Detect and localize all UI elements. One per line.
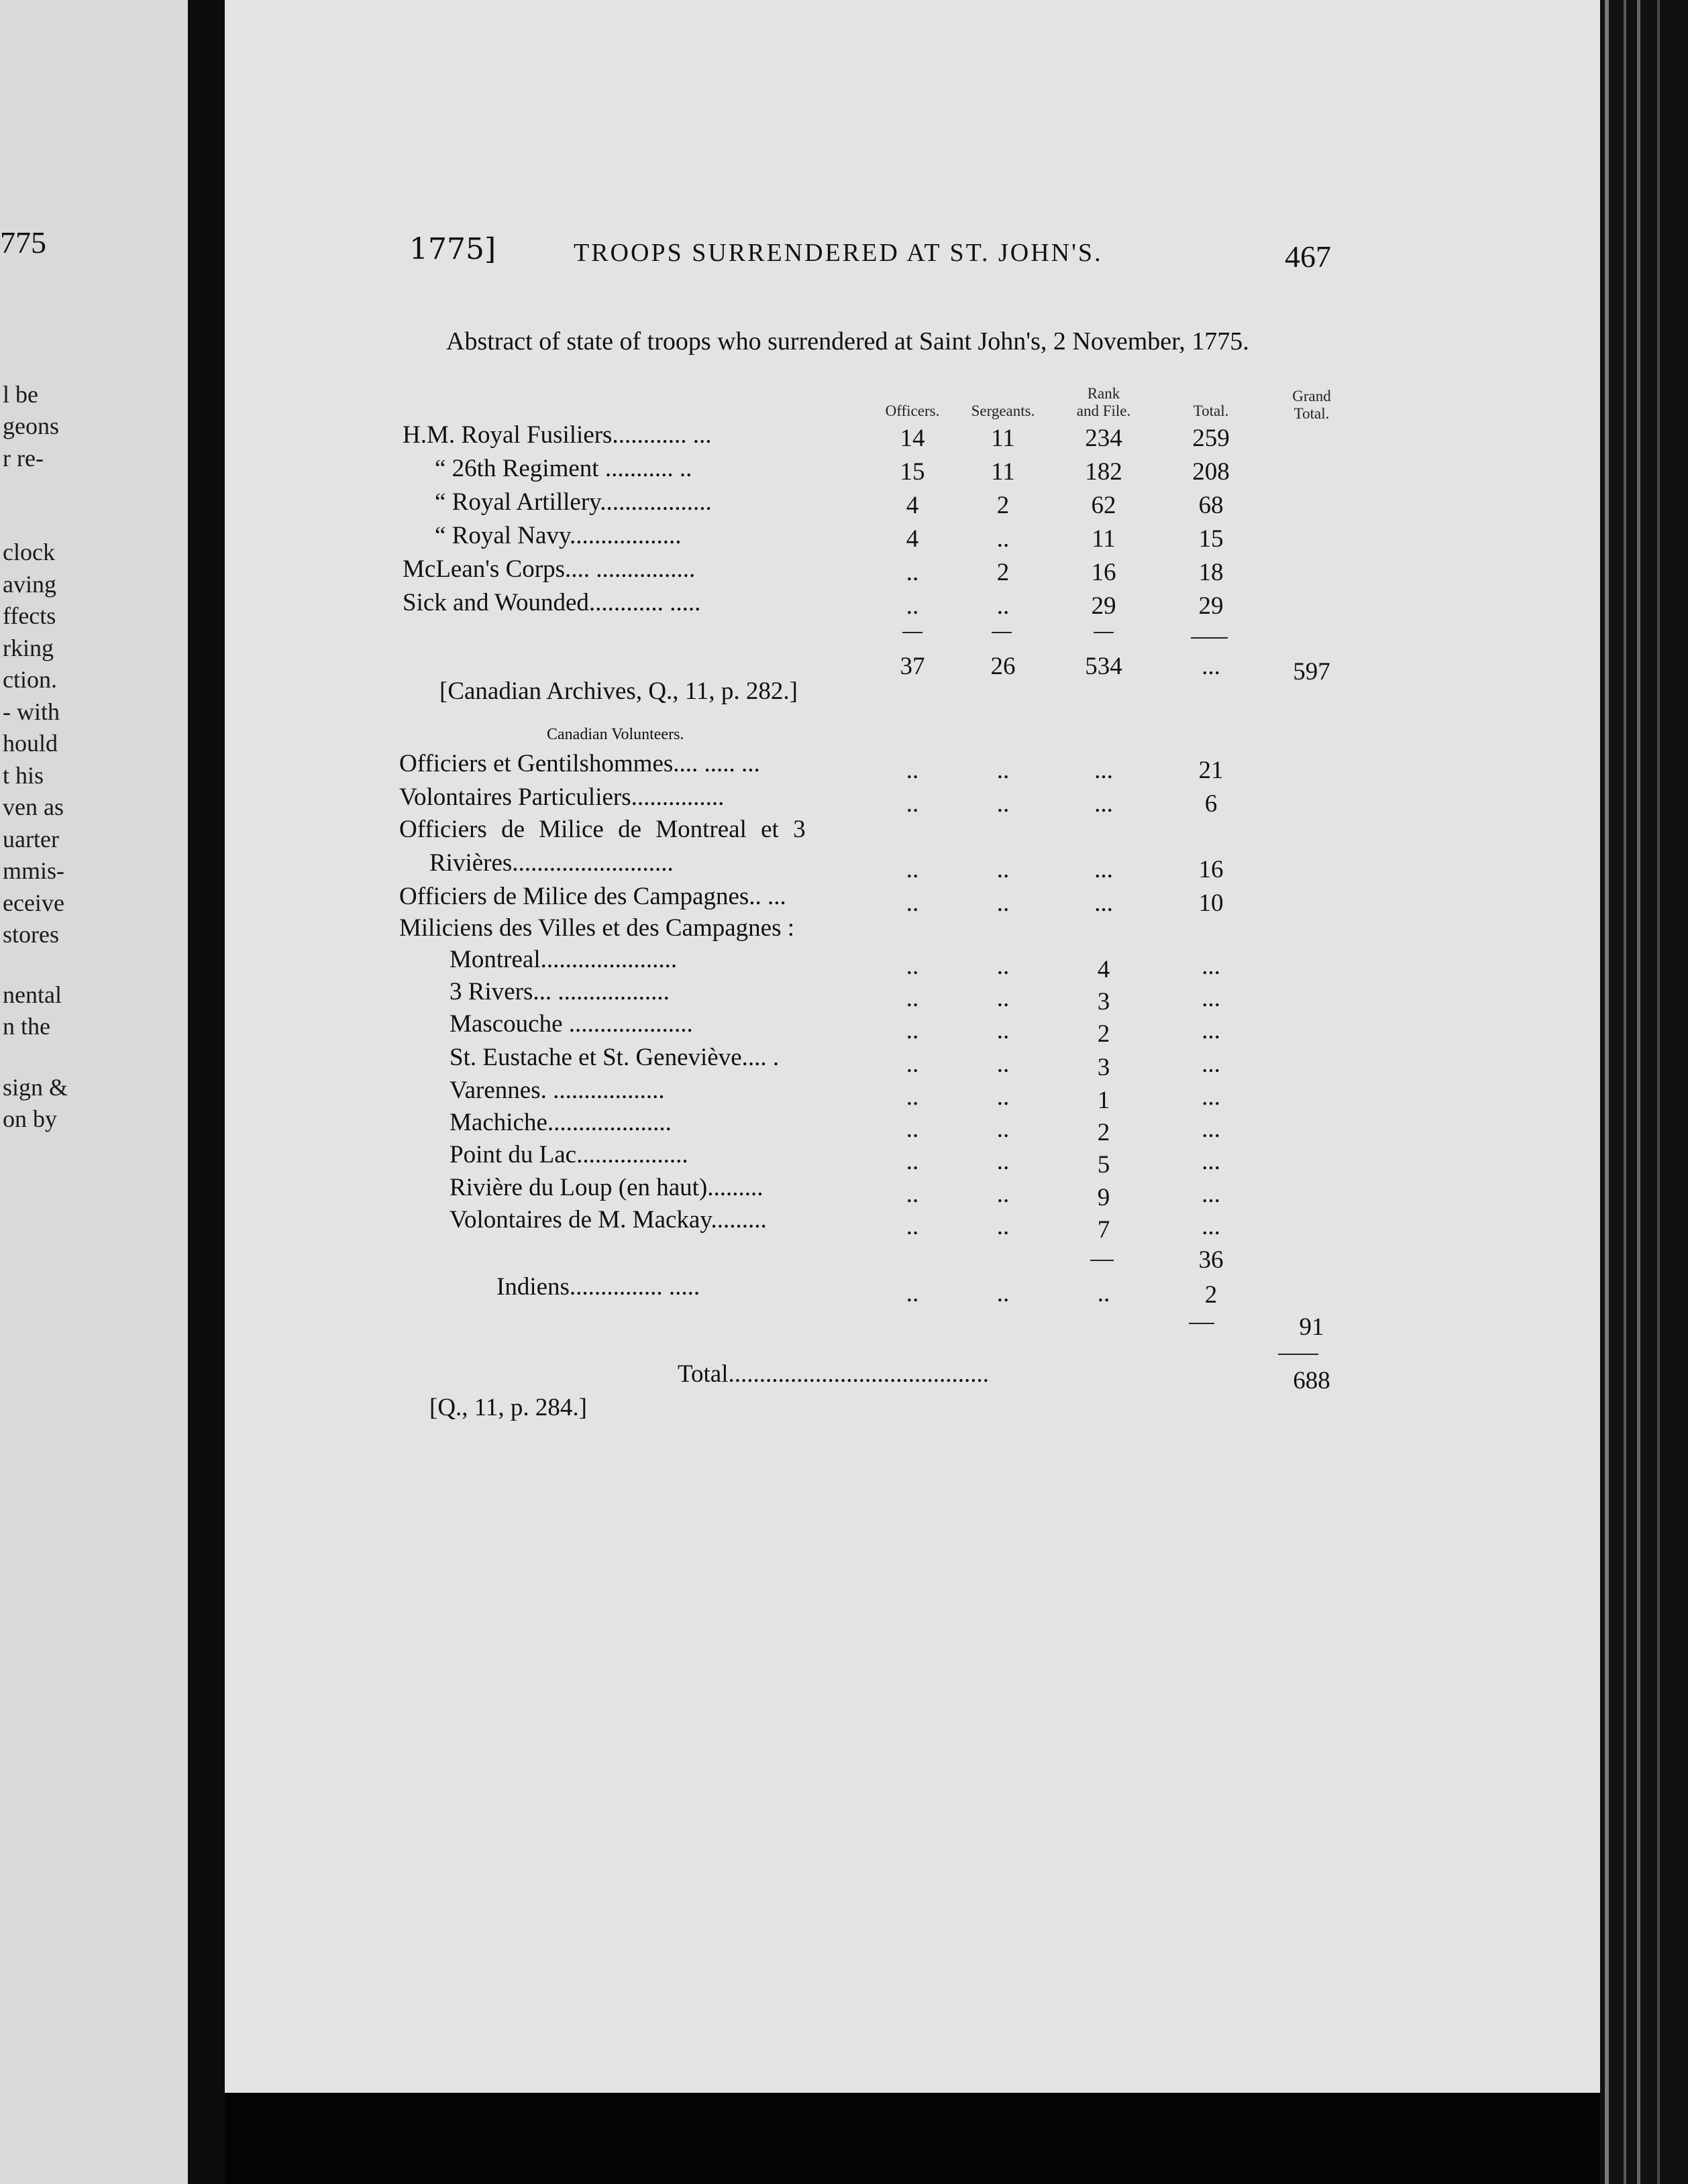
cell-rank-file: ... [1094,889,1113,917]
cell-sergeants: 11 [991,425,1015,452]
cell-officers: 14 [900,425,925,452]
citation-q-284: [Q., 11, p. 284.] [429,1394,587,1421]
col-head-grand-total [1275,388,1349,423]
cell-rank-file: 2 [1097,1020,1110,1048]
cell-officers: .. [906,889,919,917]
cell-total: ... [1202,1017,1220,1044]
running-head-title: TROOPS SURRENDERED AT ST. JOHN'S. [574,239,1103,267]
cell-officers: .. [906,1050,919,1078]
col-head-rank-line2: and File. [1076,402,1131,420]
left-page-text-fragment: geons [3,413,59,439]
cell-sergeants: .. [996,1115,1010,1143]
table-row-label: Point du Lac.................. [450,1141,688,1168]
left-page-text-fragment: on by [3,1105,57,1132]
table-row-label: Officiers de Milice des Campagnes.. ... [399,883,786,910]
cell-officers: 4 [906,492,919,519]
cell-rank-file: 9 [1097,1184,1110,1211]
cell-sergeants: .. [996,1083,1010,1111]
cell-officers: .. [906,757,919,784]
table-row-label: Miliciens des Villes et des Campagnes : [399,914,795,942]
left-page-text-fragment: nental [3,981,62,1008]
page-edge-line [1605,0,1609,2184]
cell-sergeants: .. [996,889,1010,917]
table-row-label: Volontaires Particuliers............... [399,783,725,811]
cell-total: 15 [1198,525,1224,553]
table-row-label: Mascouche .................... [450,1010,693,1038]
cell-sergeants: .. [996,525,1010,553]
cell-officers: .. [906,1017,919,1044]
left-page-text-fragment: sign & [3,1074,68,1101]
cell-rank-file: 62 [1091,492,1116,519]
cell-sergeants: .. [996,1213,1010,1240]
table-row-label: Varennes. .................. [450,1077,665,1104]
col-head-sergeants: Sergeants. [971,402,1035,419]
cell-rank-file: 182 [1085,458,1122,486]
col-head-rank [1063,385,1144,421]
cell-total: 16 [1198,856,1224,883]
col-head-officers: Officers. [885,402,940,419]
cell-rank-file: 29 [1091,592,1116,620]
cell-sergeants: 2 [996,559,1010,586]
abstract-title: Abstract of state of troops who surrendered at Saint John's, 2 November, 1775. [446,327,1249,356]
left-page-text-fragment: - with [3,698,60,725]
cell-rank-file: .. [1097,1280,1110,1307]
sum-rule-rank [1094,632,1114,633]
left-page-text-fragment: ffects [3,602,56,629]
cell-rank-file: 5 [1097,1151,1110,1179]
cell-officers: .. [906,985,919,1012]
left-page-text-fragment: ction. [3,666,57,693]
table-row-label: Indiens............... ..... [496,1273,700,1301]
cell-total: 259 [1192,425,1230,452]
cell-sergeants: .. [996,856,1010,883]
cell-rank-file: ... [1094,790,1113,818]
cell-total: ... [1202,952,1220,980]
cell-officers: .. [906,856,919,883]
page-edge-line [1637,0,1640,2184]
cell-rank-file: ... [1094,856,1113,883]
cell-rank-file: 11 [1092,525,1116,553]
cell-sergeants: .. [996,592,1010,620]
cell-total: ... [1202,1213,1220,1240]
cell-sergeants: .. [996,1280,1010,1307]
cell-total: 68 [1198,492,1224,519]
table-row-label: “ Royal Navy.................. [435,522,682,549]
section-heading-canadian-volunteers: Canadian Volunteers. [547,726,684,743]
cell-rank-file: 234 [1085,425,1122,452]
cell-officers: .. [906,1280,919,1307]
cell-officers: .. [906,559,919,586]
cell-officers: 15 [900,458,925,486]
cell-officers: .. [906,1213,919,1240]
table-row-label: Machiche.................... [450,1109,672,1136]
left-page-text-fragment: l be [3,381,38,408]
sum-sergeants: 26 [990,653,1016,680]
table-row-label: “ 26th Regiment ........... .. [435,455,692,482]
table-row-label: Officiers de Milice de Montreal et 3 [399,816,806,843]
table-row-label: Montreal...................... [450,946,678,973]
cell-total: 18 [1198,559,1224,586]
cell-total: ... [1202,1148,1220,1175]
cell-total: 2 [1204,1281,1218,1309]
sum-officers: 37 [900,653,925,680]
page-number: 467 [1285,239,1331,274]
cell-total: 10 [1198,889,1224,917]
sum-rule-total [1189,1323,1214,1324]
table-row-label: 3 Rivers... .................. [450,978,670,1005]
cell-rank-file: 16 [1091,559,1116,586]
militia-subtotal: 36 [1198,1246,1224,1274]
sum-rule-rank [1090,1260,1114,1261]
cell-officers: .. [906,592,919,620]
cell-officers: .. [906,790,919,818]
table-row-label: Officiers et Gentilshommes.... ..... ... [399,750,760,777]
cell-officers: 4 [906,525,919,553]
cell-sergeants: 11 [991,458,1015,486]
table-row-label: Rivière du Loup (en haut)......... [450,1174,763,1201]
table-row-label: St. Eustache et St. Geneviève.... . [450,1044,780,1071]
cell-sergeants: .. [996,1050,1010,1078]
left-page-text-fragment: rking [3,635,54,661]
grand-total-regulars: 597 [1293,658,1330,686]
col-head-grand-line2: Total. [1294,405,1330,423]
col-head-total: Total. [1193,402,1229,419]
cell-rank-file: 1 [1097,1087,1110,1114]
sum-rank-file: 534 [1085,653,1122,680]
sum-total: ... [1202,653,1220,680]
cell-rank-file: 7 [1097,1216,1110,1244]
cell-sergeants: .. [996,952,1010,980]
left-page-text-fragment: ven as [3,794,64,820]
total-label: Total.......................................... [678,1360,989,1388]
table-row-label: Rivières.......................... [429,849,674,877]
cell-total: ... [1202,985,1220,1012]
running-head-year: 1775] [409,232,496,266]
book-gutter [188,0,225,2184]
cell-officers: .. [906,1148,919,1175]
table-row-label: McLean's Corps.... ................ [403,555,696,583]
cell-total: 29 [1198,592,1224,620]
citation-canadian-archives: [Canadian Archives, Q., 11, p. 282.] [439,677,798,705]
left-page-text-fragment: t his [3,762,44,789]
page-edge-line [1624,0,1626,2184]
cell-officers: .. [906,952,919,980]
cell-rank-file: ... [1094,757,1113,784]
cell-sergeants: .. [996,1181,1010,1208]
page-bottom-shadow [225,2093,1600,2184]
left-page-text-fragment: eceive [3,889,64,916]
left-page-text-fragment: n the [3,1013,50,1040]
cell-total: ... [1202,1181,1220,1208]
left-page-text-fragment: stores [3,921,59,948]
grand-total-value: 688 [1293,1367,1330,1395]
left-page-text-fragment: clock [3,539,55,565]
cell-rank-file: 3 [1097,988,1110,1016]
cell-total: 6 [1204,790,1218,818]
col-head-grand-line1: Grand [1292,388,1331,404]
cell-total: ... [1202,1083,1220,1111]
table-row-label: Sick and Wounded............ ..... [403,589,701,616]
table-row-label: “ Royal Artillery.................. [435,488,712,516]
table-row-label: H.M. Royal Fusiliers............ ... [403,421,712,449]
page-edge [1600,0,1688,2184]
main-page [225,0,1600,2093]
sum-rule-grand [1278,1354,1318,1355]
cell-rank-file: 4 [1097,956,1110,983]
cell-officers: .. [906,1181,919,1208]
cell-total: 208 [1192,458,1230,486]
left-page-year: 775 [0,225,46,260]
cell-rank-file: 3 [1097,1054,1110,1081]
cell-officers: .. [906,1115,919,1143]
page-edge-line [1657,0,1660,2184]
cell-total: ... [1202,1050,1220,1078]
cell-rank-file: 2 [1097,1119,1110,1146]
table-row-label: Volontaires de M. Mackay......... [450,1206,767,1234]
sum-rule-officers [902,632,922,633]
col-head-rank-line1: Rank [1087,385,1120,402]
cell-sergeants: .. [996,1148,1010,1175]
cell-officers: .. [906,1083,919,1111]
cell-sergeants: .. [996,790,1010,818]
left-page-text-fragment: r re- [3,445,44,472]
cell-sergeants: .. [996,1017,1010,1044]
sum-rule-total [1191,637,1228,639]
left-page-text-fragment: uarter [3,826,59,853]
cell-sergeants: 2 [996,492,1010,519]
left-page-fragment [0,0,188,2184]
left-page-text-fragment: aving [3,571,56,598]
sum-rule-sergeants [992,632,1012,633]
grand-total-volunteers: 91 [1299,1313,1324,1341]
left-page-text-fragment: mmis- [3,857,65,884]
cell-total: ... [1202,1115,1220,1143]
cell-sergeants: .. [996,985,1010,1012]
cell-total: 21 [1198,757,1224,784]
left-page-text-fragment: hould [3,730,58,757]
cell-sergeants: .. [996,757,1010,784]
